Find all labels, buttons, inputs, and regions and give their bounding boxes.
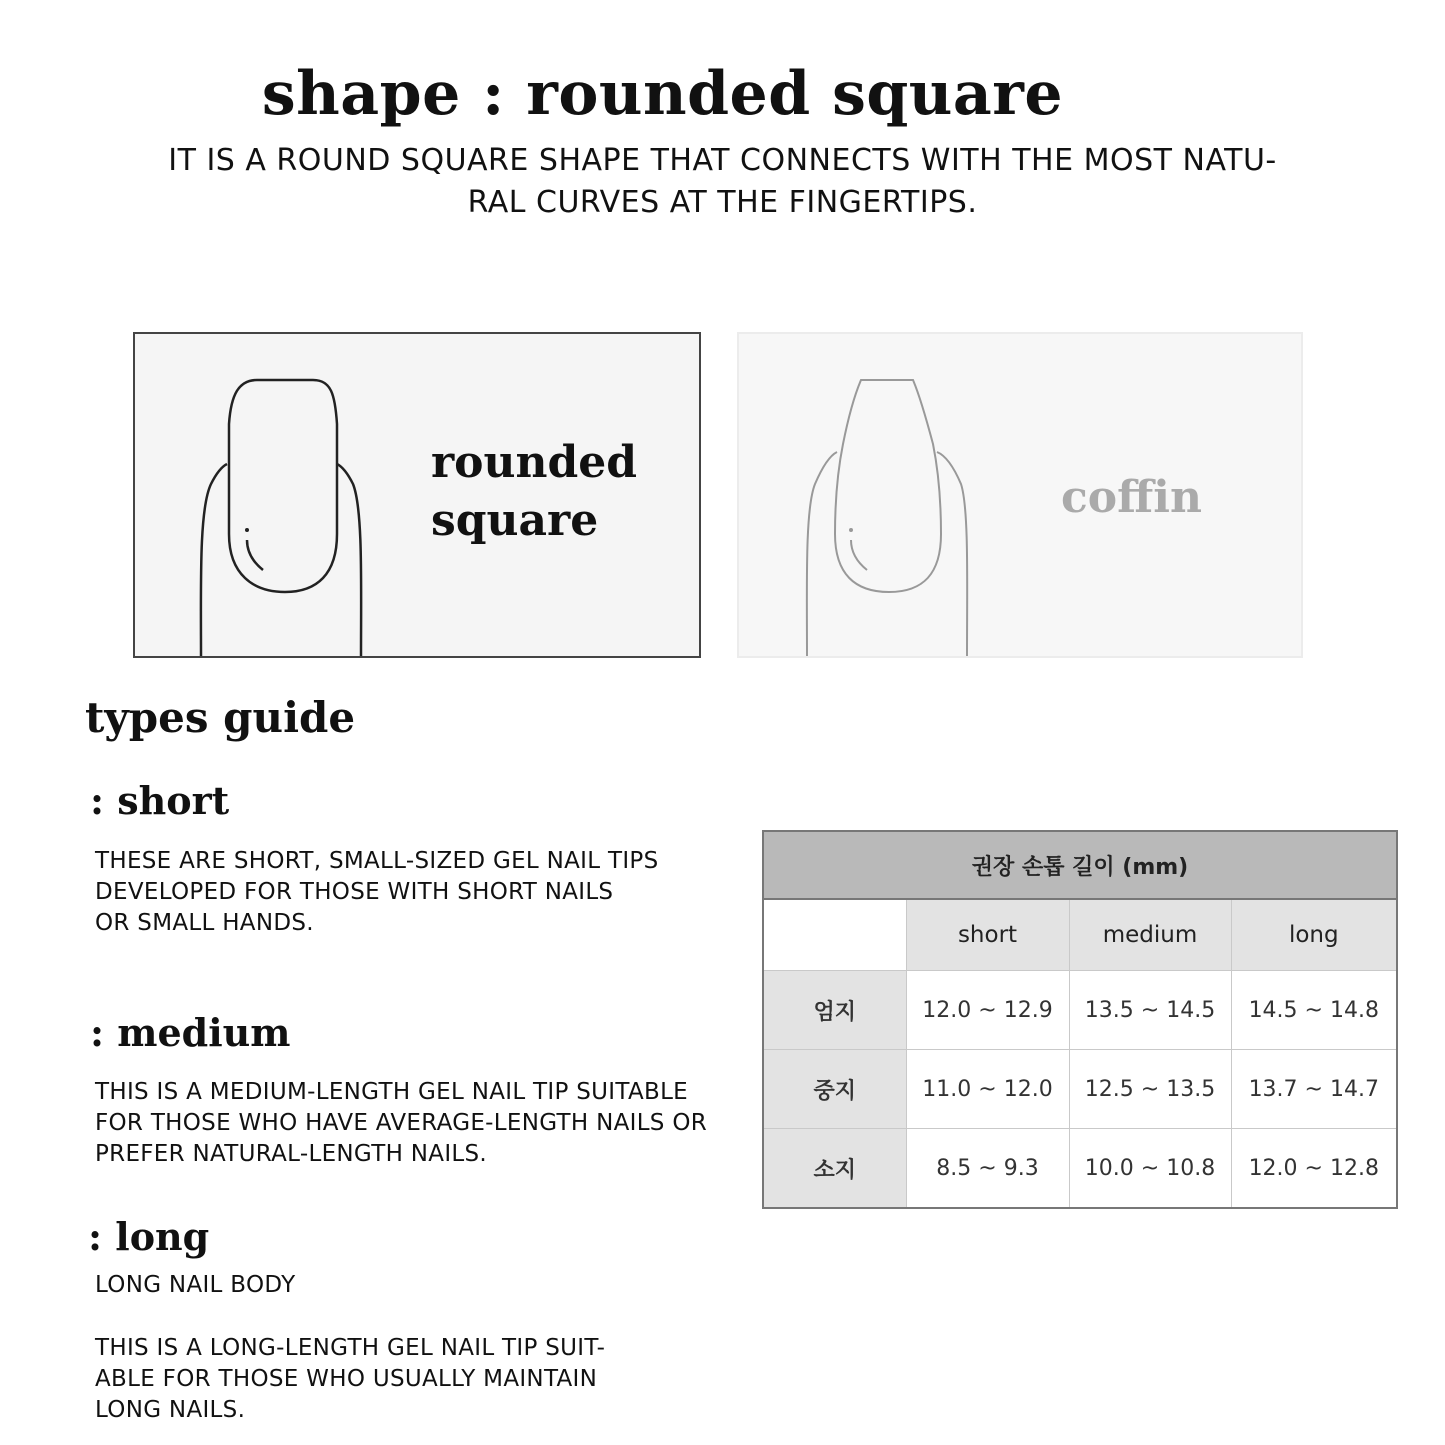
short-description: THESE ARE SHORT, SMALL-SIZED GEL NAIL TIPS DEVELOPED FOR THOSE WITH SHORT NAILS OR SMALL HANDS. bbox=[95, 848, 659, 936]
short-heading: : short bbox=[90, 778, 230, 823]
long-subtitle: LONG NAIL BODY bbox=[95, 1272, 296, 1298]
coffin-nail-illustration bbox=[739, 334, 1301, 656]
nail-length-table bbox=[762, 830, 1398, 1209]
medium-description: THIS IS A MEDIUM-LENGTH GEL NAIL TIP SUITABLE FOR THOSE WHO HAVE AVERAGE-LENGTH NAILS OR PREFER NATURAL-LENGTH NAILS. bbox=[95, 1079, 708, 1167]
table-cell: 12.5 ~ 13.5 bbox=[1069, 1050, 1231, 1129]
table-cell: 10.0 ~ 10.8 bbox=[1069, 1129, 1231, 1209]
column-header-long: long bbox=[1231, 899, 1397, 971]
table-row bbox=[763, 971, 1397, 1050]
coffin-card bbox=[737, 332, 1303, 658]
table-cell: 11.0 ~ 12.0 bbox=[906, 1050, 1069, 1129]
page-title: shape : rounded square bbox=[261, 59, 1064, 129]
column-header-medium: medium bbox=[1069, 899, 1231, 971]
rounded-square-card bbox=[133, 332, 701, 658]
table-row bbox=[763, 1129, 1397, 1209]
rounded-square-label-line1: rounded bbox=[431, 437, 638, 488]
table-corner bbox=[763, 899, 906, 971]
column-header-short: short bbox=[906, 899, 1069, 971]
table-cell: 12.0 ~ 12.9 bbox=[906, 971, 1069, 1050]
table-cell: 12.0 ~ 12.8 bbox=[1231, 1129, 1397, 1209]
row-header: 엄지 bbox=[763, 971, 906, 1050]
table-cell: 14.5 ~ 14.8 bbox=[1231, 971, 1397, 1050]
table-cell: 8.5 ~ 9.3 bbox=[906, 1129, 1069, 1209]
coffin-label: coffin bbox=[1061, 472, 1202, 523]
table-caption: 권장 손톱 길이 (mm) bbox=[763, 831, 1397, 899]
medium-heading: : medium bbox=[90, 1010, 291, 1055]
table-cell: 13.7 ~ 14.7 bbox=[1231, 1050, 1397, 1129]
row-header: 소지 bbox=[763, 1129, 906, 1209]
table-row bbox=[763, 1050, 1397, 1129]
long-heading: : long bbox=[88, 1214, 210, 1259]
types-guide-heading: types guide bbox=[85, 693, 356, 742]
long-description: THIS IS A LONG-LENGTH GEL NAIL TIP SUIT- ABLE FOR THOSE WHO USUALLY MAINTAIN LONG NAILS. bbox=[95, 1335, 606, 1423]
row-header: 중지 bbox=[763, 1050, 906, 1129]
rounded-square-label bbox=[431, 434, 637, 550]
shape-description: IT IS A ROUND SQUARE SHAPE THAT CONNECTS WITH THE MOST NATU- RAL CURVES AT THE FINGERTIPS. bbox=[168, 143, 1277, 220]
rounded-square-label-line2: square bbox=[431, 495, 599, 546]
table-cell: 13.5 ~ 14.5 bbox=[1069, 971, 1231, 1050]
